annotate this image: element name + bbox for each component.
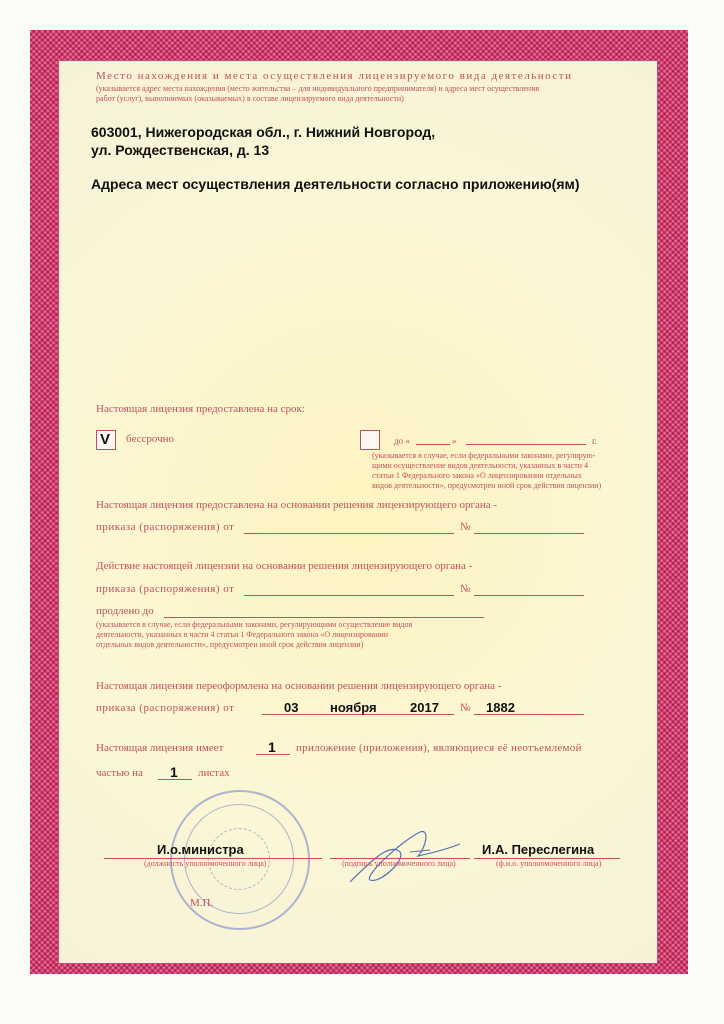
reissue-day: 03 bbox=[284, 700, 299, 715]
header-title: Место нахождения и места осуществления лицензируемого вида деятельности bbox=[96, 70, 573, 82]
header-note-2: работ (услуг), выполняемых (оказываемых) в составе лицензируемого вида деятельности) bbox=[96, 94, 404, 103]
appendix-count: 1 bbox=[268, 739, 276, 755]
reissue-year: 2017 bbox=[410, 700, 439, 715]
basis-order: приказа (распоряжения) от bbox=[96, 521, 235, 533]
term-note-2: щими осуществление видов деятельности, указанных в части 4 bbox=[372, 461, 589, 470]
indefinite-checkbox bbox=[96, 430, 116, 450]
extension-label: Действие настоящей лицензии на основании решения лицензирующего органа - bbox=[96, 560, 473, 572]
until-day-line bbox=[416, 444, 450, 445]
activities-text: Адреса мест осуществления деятельности согласно приложению(ям) bbox=[91, 176, 580, 192]
extension-order: приказа (распоряжения) от bbox=[96, 583, 235, 595]
basis-num: № bbox=[460, 521, 471, 533]
reissue-number: 1882 bbox=[486, 700, 515, 715]
appendix-sheets: 1 bbox=[170, 764, 178, 780]
name-caption: (ф.и.о. уполномоченного лица) bbox=[496, 859, 602, 868]
address-line-1: 603001, Нижегородская обл., г. Нижний Новгород, bbox=[91, 124, 436, 140]
reissue-month: ноября bbox=[330, 700, 377, 715]
reissue-order: приказа (распоряжения) от bbox=[96, 702, 235, 714]
until-month-line bbox=[466, 444, 586, 445]
reissue-label: Настоящая лицензия переоформлена на основании решения лицензирующего органа - bbox=[96, 680, 502, 692]
seal-label: М.П. bbox=[190, 897, 214, 909]
signer-name: И.А. Переслегина bbox=[482, 842, 595, 857]
appendix-text-1: Настоящая лицензия имеет bbox=[96, 742, 224, 754]
extended-line bbox=[164, 617, 484, 618]
extension-num: № bbox=[460, 583, 471, 595]
handwritten-signature bbox=[340, 822, 470, 892]
extended-label: продлено до bbox=[96, 605, 154, 617]
term-label: Настоящая лицензия предоставлена на срок: bbox=[96, 403, 305, 415]
extension-note-1: (указывается в случае, если федеральными законами, регулирующими осуществление видов bbox=[96, 620, 413, 629]
position-caption: (должность уполномоченного лица) bbox=[144, 859, 267, 868]
term-note-4: видов деятельности», предусмотрен иной срок действия лицензии) bbox=[372, 481, 602, 490]
until-quote: » bbox=[452, 436, 457, 446]
check-mark: V bbox=[100, 431, 111, 448]
basis-date-line bbox=[244, 533, 454, 534]
appendix-text-4: листах bbox=[198, 767, 230, 779]
until-prefix: до « bbox=[394, 436, 410, 446]
extension-note-3: отдельных видов деятельности», предусмотрен иной срок действия лицензии) bbox=[96, 640, 364, 649]
extension-date-line bbox=[244, 595, 454, 596]
header-note-1: (указывается адрес места нахождения (место жительства – для индивидуального предпринимателя) и адреса мест осуществления bbox=[96, 84, 540, 93]
indefinite-label: бессрочно bbox=[126, 433, 175, 445]
extension-note-2: деятельности, указанных в части 4 статьи 1 Федерального закона «О лицензировании bbox=[96, 630, 389, 639]
until-checkbox bbox=[360, 430, 380, 450]
term-note-1: (указывается в случае, если федеральными законами, регулирую- bbox=[372, 451, 596, 460]
term-note-3: статьи 1 Федерального закона «О лицензировании отдельных bbox=[372, 471, 582, 480]
reissue-num-sign: № bbox=[460, 702, 471, 714]
until-suffix: г. bbox=[592, 436, 597, 446]
address-line-2: ул. Рождественская, д. 13 bbox=[91, 142, 270, 158]
appendix-text-3: частью на bbox=[96, 767, 143, 779]
signer-position: И.о.министра bbox=[157, 842, 244, 857]
basis-label: Настоящая лицензия предоставлена на основании решения лицензирующего органа - bbox=[96, 499, 498, 511]
basis-number-line bbox=[474, 533, 584, 534]
appendix-text-2: приложение (приложения), являющиеся её неотъемлемой bbox=[296, 742, 582, 754]
signature-caption: (подпись уполномоченного лица) bbox=[342, 859, 456, 868]
extension-number-line bbox=[474, 595, 584, 596]
